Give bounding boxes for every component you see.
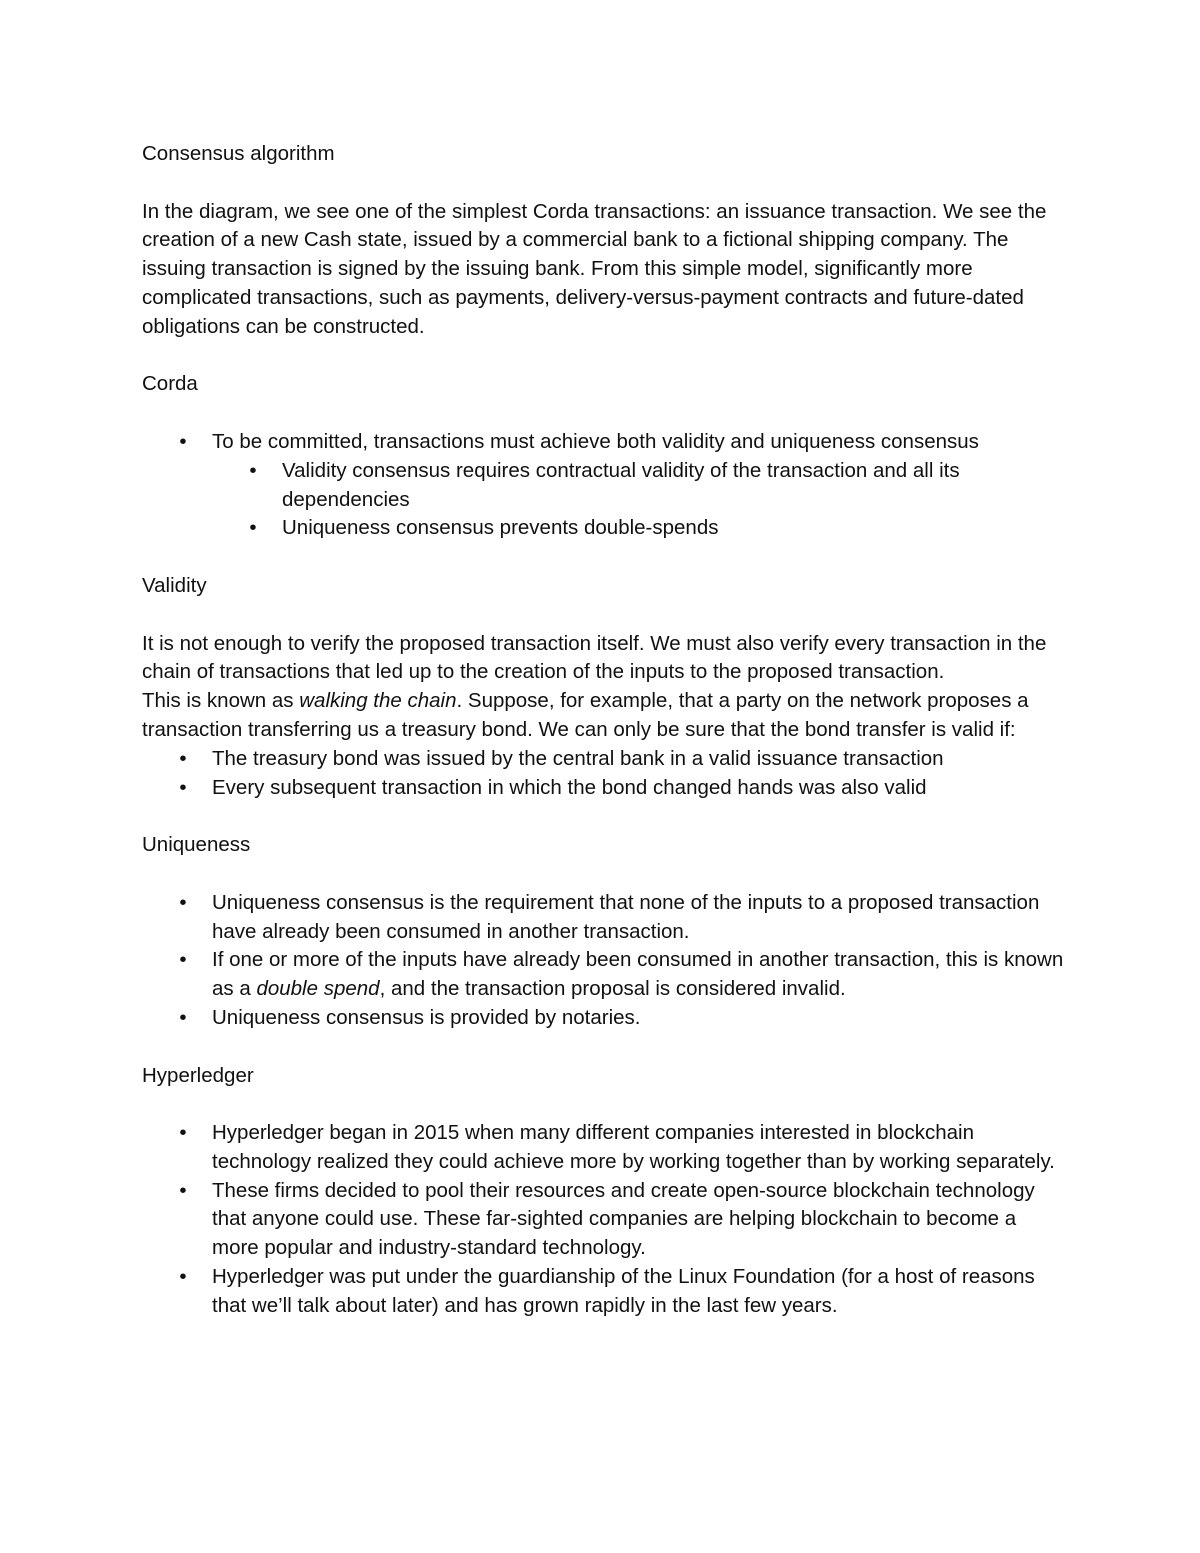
hyperledger-bullet-2: These firms decided to pool their resources and create open-source blockchain technology that anyone could use. These far-sighted companies are helping blockchain to become a more popular and industry-standard technology. (212, 1178, 1035, 1260)
heading-consensus-algorithm: Consensus algorithm (142, 142, 335, 165)
document-page (142, 140, 1067, 1349)
heading-validity: Validity (142, 573, 207, 597)
validity-bullet-1: The treasury bond was issued by the central bank in a valid issuance transaction (212, 746, 944, 770)
heading-uniqueness: Uniqueness (142, 833, 251, 857)
hyperledger-bullet-1: Hyperledger began in 2015 when many different companies interested in blockchain technology realized they could achieve more by working together than by working separately. (212, 1121, 1055, 1173)
heading-hyperledger: Hyperledger (142, 1063, 254, 1087)
hyperledger-bullet-list (142, 1119, 1067, 1321)
list-item (179, 889, 1067, 947)
uniqueness-bullet-1: Uniqueness consensus is the requirement that none of the inputs to a proposed transaction have already been consumed in another transaction. (212, 890, 1040, 943)
bullet-icon: • (249, 516, 257, 540)
bullet-icon: • (179, 1005, 187, 1029)
list-item (179, 1119, 1067, 1177)
bullet-icon: • (179, 1178, 187, 1202)
paragraph-consensus-intro: In the diagram, we see one of the simplest Corda transactions: an issuance transaction. We see the creation of a new Cash state, issued by a commercial bank to a fictional shipping company. The issuing transaction is signed by the issuing bank. From this simple model, significantly more complicated transactions, such as payments, delivery-versus-payment contracts and future-dated obligations can be constructed. (142, 199, 1047, 338)
corda-sub-bullet-list (212, 457, 1067, 543)
corda-sub-bullet-validity: Validity consensus requires contractual validity of the transaction and all its dependencies (282, 458, 960, 511)
corda-bullet-main: To be committed, transactions must achieve both validity and uniqueness consensus (212, 429, 979, 453)
bullet-icon: • (179, 1121, 187, 1145)
bullet-icon: • (179, 775, 187, 799)
list-item (179, 774, 1067, 803)
double-spend-emphasis: double spend (256, 977, 380, 1001)
list-item (179, 745, 1067, 774)
validity-bullet-list (142, 745, 1067, 803)
uniqueness-bullet-2-start: If one or more of the inputs have already been consumed in another transaction, this is known as a (212, 948, 1064, 1001)
bullet-icon: • (179, 948, 187, 972)
corda-bullet-list (142, 428, 1067, 543)
paragraph-validity-2 (142, 687, 1067, 745)
bullet-icon: • (249, 458, 257, 482)
hyperledger-bullet-3: Hyperledger was put under the guardianship of the Linux Foundation (for a host of reasons that we’ll talk about later) and has grown rapidly in the last few years. (212, 1265, 1035, 1317)
paragraph-validity-2-end: . Suppose, for example, that a party on the network proposes a transaction transferring us a treasury bond. We can only be sure that the bond transfer is valid if: (142, 689, 1029, 741)
list-item (179, 1004, 1067, 1033)
validity-bullet-2: Every subsequent transaction in which the bond changed hands was also valid (212, 775, 927, 799)
corda-sub-bullet-uniqueness: Uniqueness consensus prevents double-spends (282, 516, 719, 540)
list-item (179, 428, 1067, 543)
bullet-icon: • (179, 1265, 187, 1289)
uniqueness-bullet-2-end: , and the transaction proposal is considered invalid. (379, 977, 846, 1001)
uniqueness-bullet-3: Uniqueness consensus is provided by notaries. (212, 1005, 641, 1029)
bullet-icon: • (179, 429, 187, 453)
bullet-icon: • (179, 890, 187, 914)
paragraph-validity-2-start: This is known as (142, 689, 300, 713)
list-item (179, 1263, 1067, 1321)
list-item (249, 457, 1067, 515)
uniqueness-bullet-list (142, 889, 1067, 1033)
walking-the-chain-emphasis: walking the chain (299, 689, 457, 713)
list-item (249, 514, 1067, 543)
bullet-icon: • (179, 746, 187, 770)
list-item (179, 1177, 1067, 1263)
list-item (179, 946, 1067, 1004)
paragraph-validity-1: It is not enough to verify the proposed transaction itself. We must also verify every transaction in the chain of transactions that led up to the creation of the inputs to the proposed transaction. (142, 631, 1047, 684)
heading-corda: Corda (142, 372, 198, 396)
